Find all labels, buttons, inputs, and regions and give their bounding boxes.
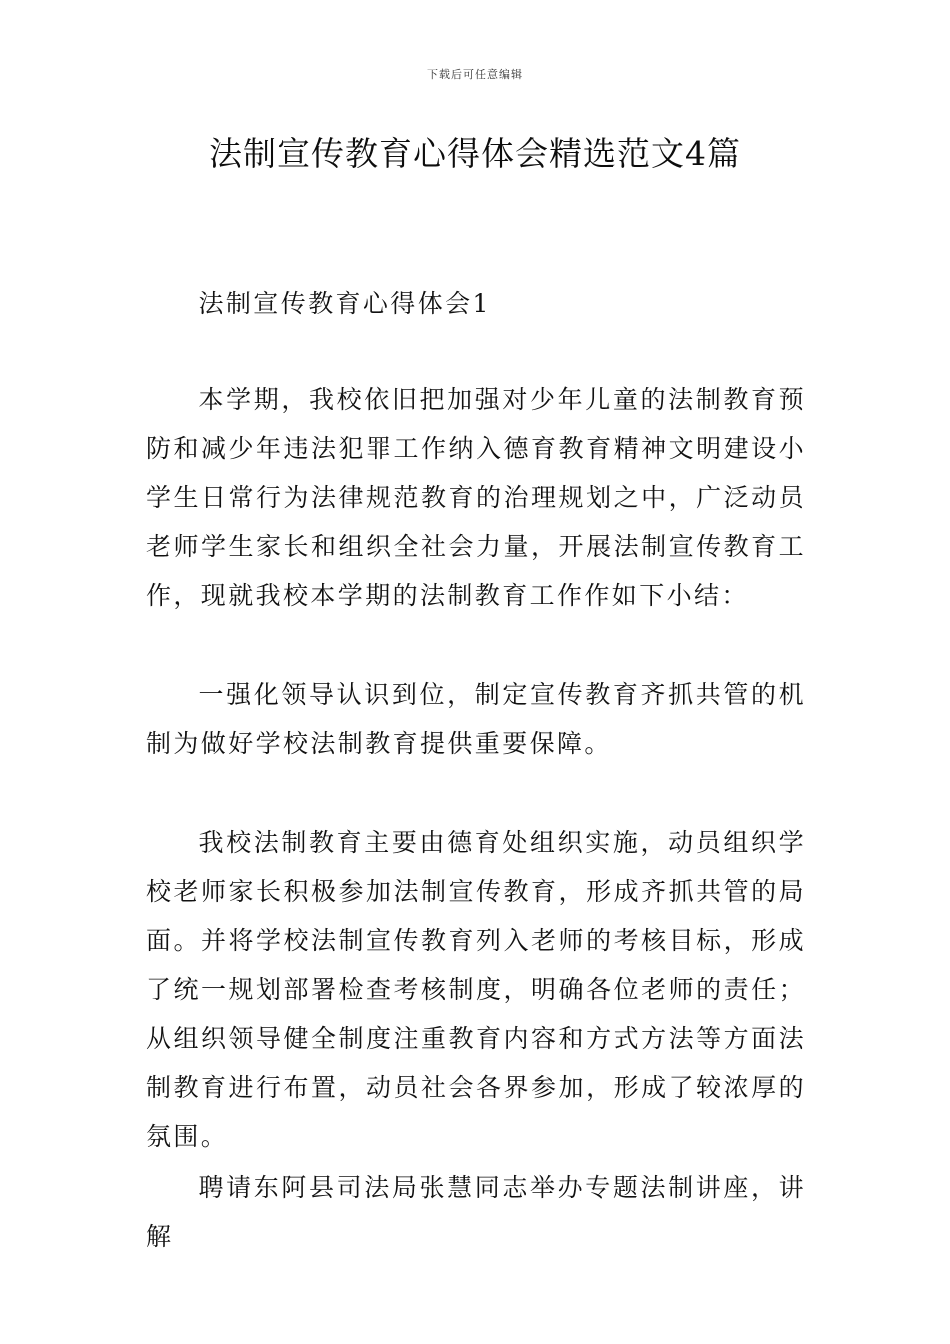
section-heading: 法制宣传教育心得体会1 [198, 289, 491, 318]
body-paragraph: 我校法制教育主要由德育处组织实施，动员组织学校老师家长积极参加法制宣传教育，形成齐抓共管的局面。并将学校法制宣传教育列入老师的考核目标，形成了统一规划部署检查考核制度，明确各位老师的责任；从组织领导健全制度注重教育内容和方式方法等方面法制教育进行布置，动员社会各界参加，形成了较浓厚的氛围。 [146, 828, 806, 1151]
body-paragraph: 一强化领导认识到位，制定宣传教育齐抓共管的机制为做好学校法制教育提供重要保障。 [146, 680, 806, 758]
body-paragraph: 聘请东阿县司法局张慧同志举办专题法制讲座，讲解 [146, 1173, 806, 1251]
body-paragraph: 本学期，我校依旧把加强对少年儿童的法制教育预防和减少年违法犯罪工作纳入德育教育精神文明建设小学生日常行为法律规范教育的治理规划之中，广泛动员老师学生家长和组织全社会力量，开展法制宣传教育工作，现就我校本学期的法制教育工作作如下小结： [146, 385, 806, 610]
section-heading-block [146, 279, 806, 328]
paragraph-block [146, 1163, 806, 1261]
paragraph-block [146, 375, 806, 620]
document-title: 法制宣传教育心得体会精选范文4篇 [209, 134, 741, 173]
paragraph-block [146, 670, 806, 768]
paragraph-block [146, 818, 806, 1161]
header-note: 下载后可任意编辑 [427, 68, 523, 81]
